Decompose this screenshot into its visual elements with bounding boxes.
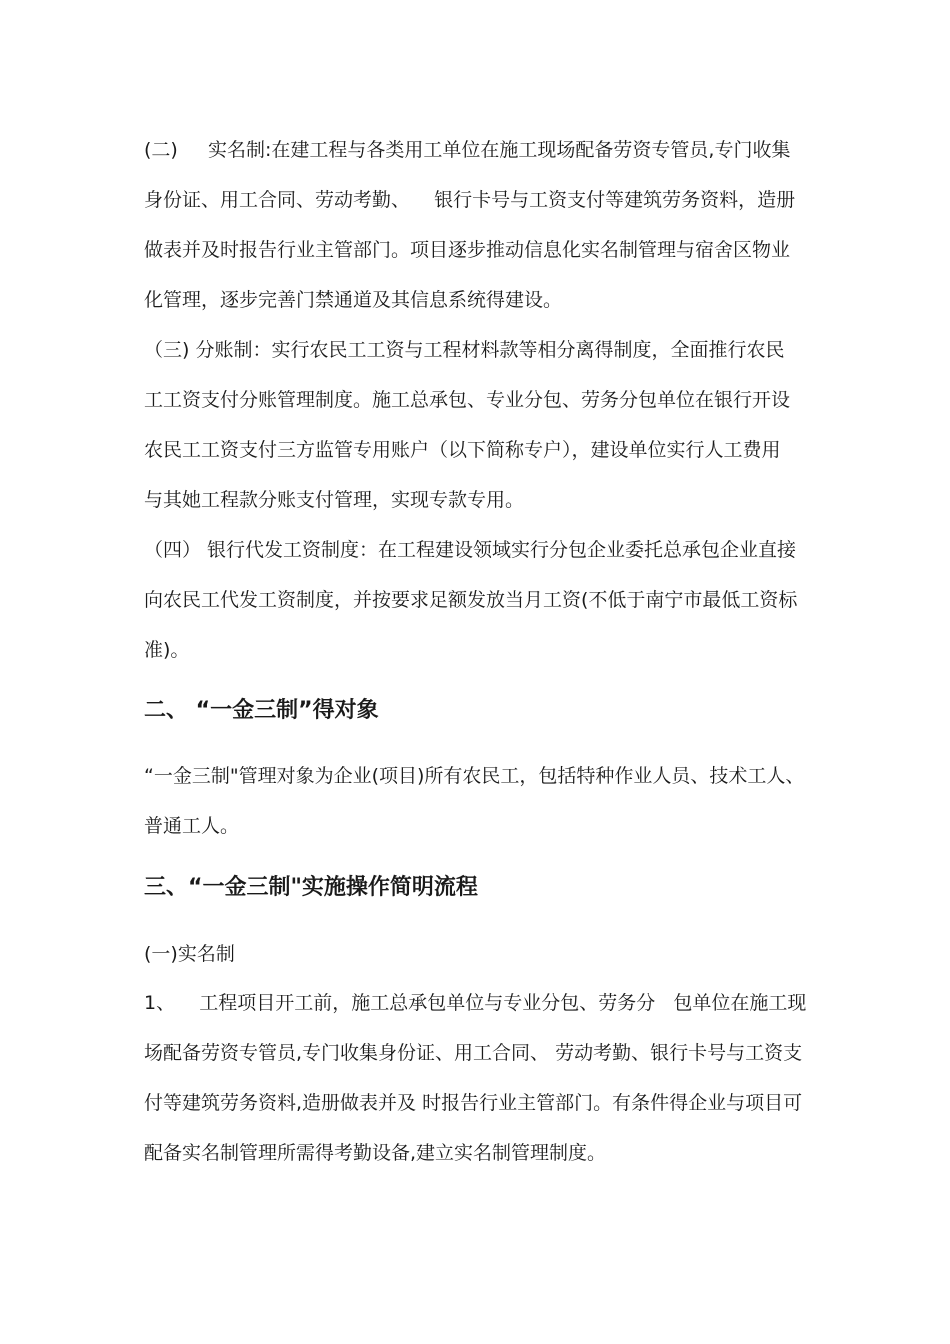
paragraph-line: 准)。 [144,639,190,661]
section-heading: 二、 “一金三制”得对象 [144,698,379,723]
paragraph-line: 向农民工代发工资制度，并按要求足额发放当月工资(不低于南宁市最低工资标 [144,589,798,611]
paragraph-line: （三) 分账制：实行农民工工资与工程材料款等相分离得制度，全面推行农民 [144,339,785,361]
paragraph-line: 与其她工程款分账支付管理，实现专款专用。 [144,489,525,511]
paragraph-line: 身份证、用工合同、劳动考勤、 银行卡号与工资支付等建筑劳务资料，造册 [144,189,796,211]
paragraph-line: 配备实名制管理所需得考勤设备,建立实名制管理制度。 [144,1142,607,1164]
paragraph-line: 普通工人。 [144,815,240,837]
paragraph-line: 工工资支付分账管理制度。施工总承包、专业分包、劳务分包单位在银行开设 [144,389,791,411]
paragraph-line: 1、 工程项目开工前，施工总承包单位与专业分包、劳务分 包单位在施工现 [144,992,807,1014]
paragraph-line: （四） 银行代发工资制度：在工程建设领域实行分包企业委托总承包企业直接 [144,539,797,561]
paragraph-line: (二) 实名制:在建工程与各类用工单位在施工现场配备劳资专管员,专门收集 [144,139,791,161]
subsection-heading: (一)实名制 [144,943,235,965]
paragraph-line: 做表并及时报告行业主管部门。项目逐步推动信息化实名制管理与宿舍区物业 [144,239,791,261]
paragraph-line: 付等建筑劳务资料,造册做表并及 时报告行业主管部门。有条件得企业与项目可 [144,1092,803,1114]
paragraph-line: 化管理，逐步完善门禁通道及其信息系统得建设。 [144,289,563,311]
paragraph-line: 农民工工资支付三方监管专用账户（以下简称专户），建设单位实行人工费用 [144,439,781,461]
paragraph-line: “一金三制"管理对象为企业(项目)所有农民工，包括特种作业人员、技术工人、 [144,765,805,787]
section-heading: 三、“一金三制"实施操作简明流程 [144,875,478,900]
paragraph-line: 场配备劳资专管员,专门收集身份证、用工合同、 劳动考勤、银行卡号与工资支 [144,1042,803,1064]
